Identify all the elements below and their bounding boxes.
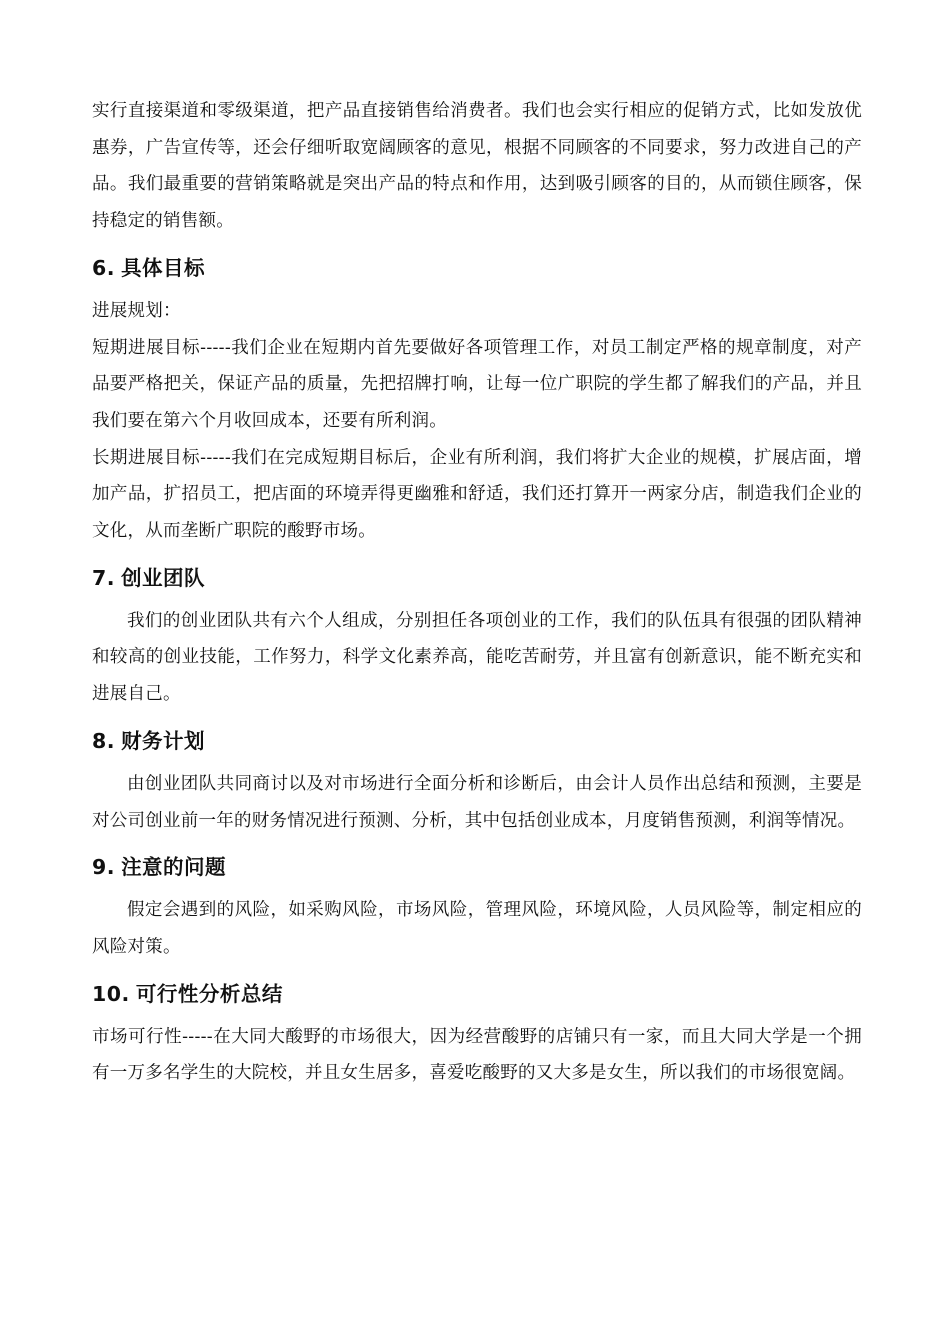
section-title: 可行性分析总结 xyxy=(135,981,283,1006)
section-number: 8. xyxy=(92,728,116,753)
section-heading-9 xyxy=(92,852,862,882)
document-body xyxy=(92,93,862,1092)
section-title: 具体目标 xyxy=(121,255,206,280)
section-title: 创业团队 xyxy=(121,565,206,590)
section-title: 注意的问题 xyxy=(121,855,227,880)
section-number: 10. xyxy=(92,981,130,1006)
section-number: 7. xyxy=(92,565,116,590)
section-number: 6. xyxy=(92,255,116,280)
section-title: 财务计划 xyxy=(121,728,206,753)
section-paragraph: 我们的创业团队共有六个人组成，分别担任各项创业的工作，我们的队伍具有很强的团队精神和较高的创业技能，工作努力，科学文化素养高，能吃苦耐劳，并且富有创新意识，能不断充实和进展自己。 xyxy=(92,610,862,705)
section-heading-10 xyxy=(92,979,862,1009)
section-heading-7 xyxy=(92,563,862,593)
section-number: 9. xyxy=(92,855,116,880)
section-paragraph: 长期进展目标-----我们在完成短期目标后，企业有所利润，我们将扩大企业的规模，扩展店面，增加产品，扩招员工，把店面的环境弄得更幽雅和舒适，我们还打算开一两家分店，制造我们企业的文化，从而垄断广职院的酸野市场。 xyxy=(92,447,862,542)
section-paragraph: 由创业团队共同商讨以及对市场进行全面分析和诊断后，由会计人员作出总结和预测，主要是对公司创业前一年的财务情况进行预测、分析，其中包括创业成本，月度销售预测，利润等情况。 xyxy=(92,773,862,831)
section-paragraph: 短期进展目标-----我们企业在短期内首先要做好各项管理工作，对员工制定严格的规章制度，对产品要严格把关，保证产品的质量，先把招牌打响，让每一位广职院的学生都了解我们的产品，并且我们要在第六个月收回成本，还要有所利润。 xyxy=(92,337,862,431)
section-heading-8 xyxy=(92,726,862,756)
section-paragraph: 假定会遇到的风险，如采购风险，市场风险，管理风险，环境风险，人员风险等，制定相应的风险对策。 xyxy=(92,900,862,957)
section-paragraph: 市场可行性-----在大同大酸野的市场很大，因为经营酸野的店铺只有一家，而且大同大学是一个拥有一万多名学生的大院校，并且女生居多，喜爱吃酸野的又大多是女生，所以我们的市场很宽阔。 xyxy=(92,1026,862,1084)
section-paragraph: 进展规划： xyxy=(92,300,181,321)
section-heading-6 xyxy=(92,253,862,283)
intro-paragraph: 实行直接渠道和零级渠道，把产品直接销售给消费者。我们也会实行相应的促销方式，比如发放优惠券，广告宣传等，还会仔细听取宽阔顾客的意见，根据不同顾客的不同要求，努力改进自己的产品。我们最重要的营销策略就是突出产品的特点和作用，达到吸引顾客的目的，从而锁住顾客，保持稳定的销售额。 xyxy=(92,101,862,232)
